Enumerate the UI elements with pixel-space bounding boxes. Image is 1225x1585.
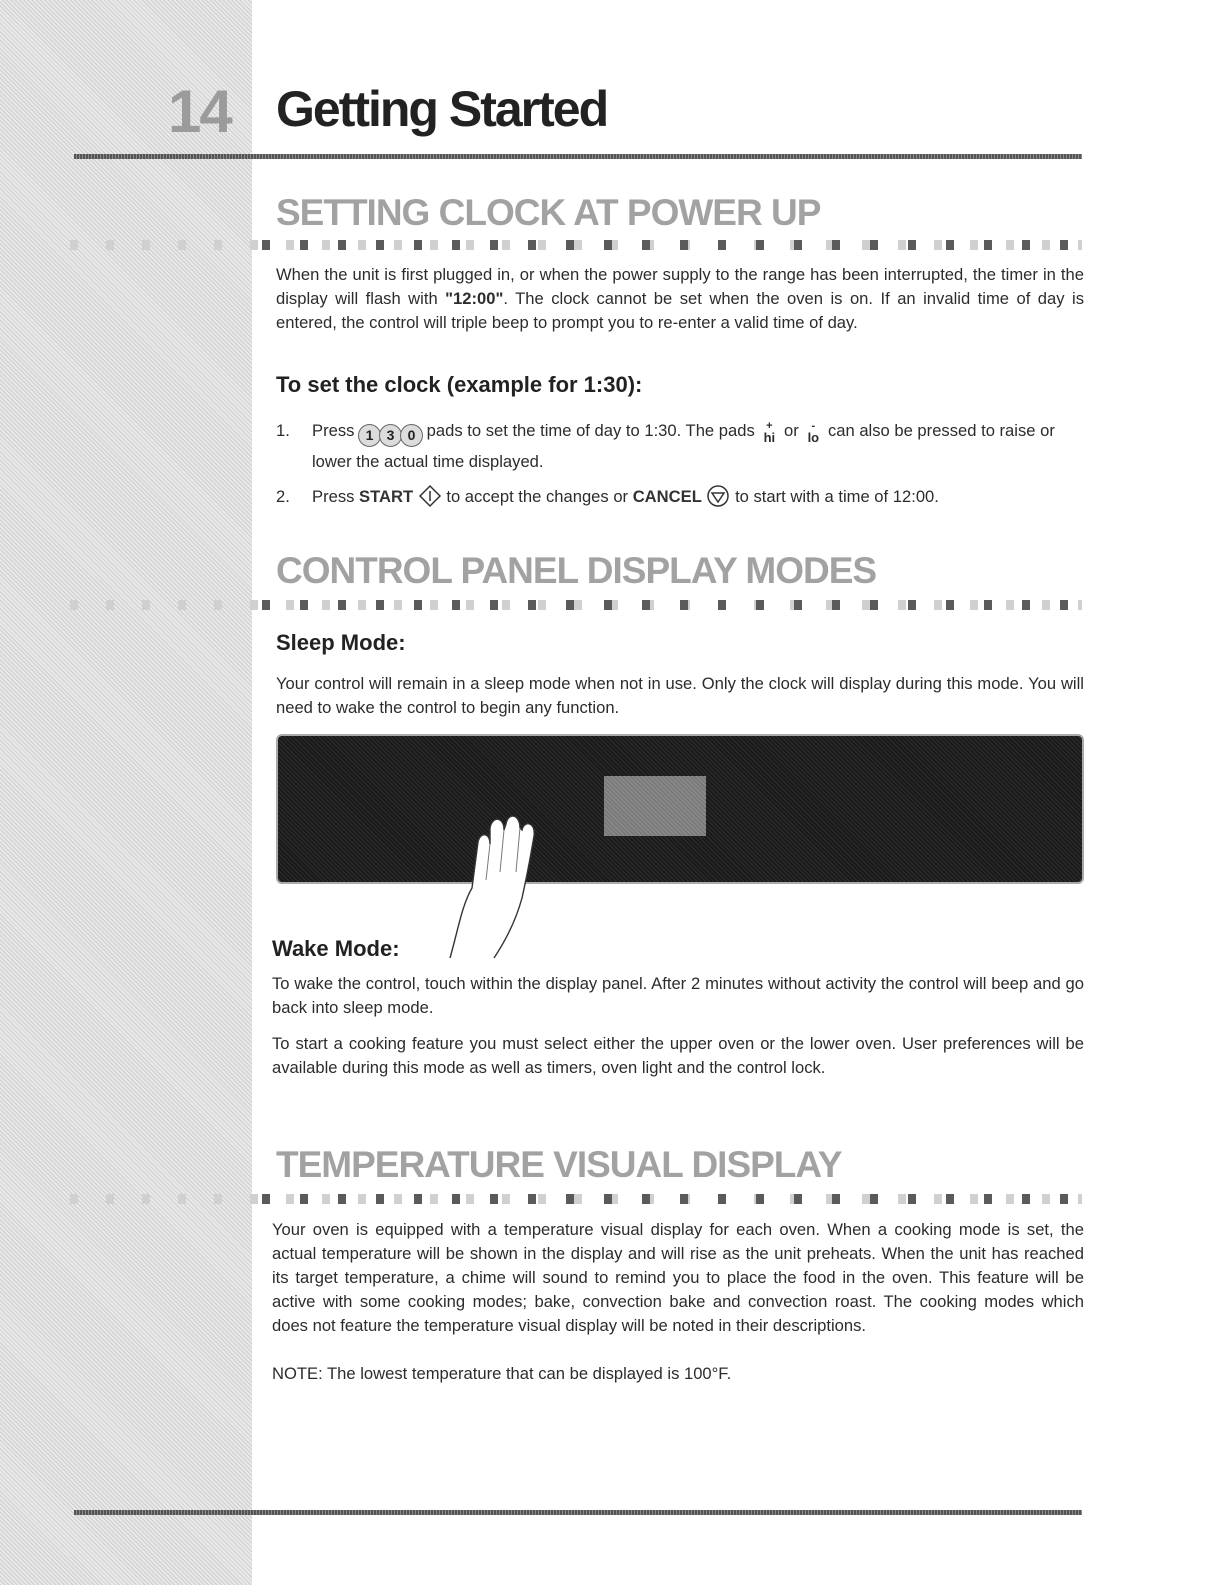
- footer-rule: [74, 1510, 1082, 1515]
- cancel-key-label: CANCEL: [632, 487, 702, 506]
- lo-label: lo: [807, 430, 820, 445]
- step-text: pads to set the time of day to 1:30. The pads: [422, 421, 760, 440]
- section-heading-clock: SETTING CLOCK AT POWER UP: [276, 192, 821, 233]
- hi-label: hi: [763, 430, 776, 445]
- wake-mode-text-2: To start a cooking feature you must select either the upper oven or the lower oven. User preferences will be available during this mode as well as timers, oven light and the control lock.: [272, 1034, 1084, 1077]
- cancel-icon: [706, 484, 730, 508]
- section-divider-modes: [70, 600, 1082, 610]
- section-divider-temperature: [70, 1194, 1082, 1204]
- clock-step-2: [276, 482, 1084, 514]
- flash-time-value: "12:00": [445, 289, 504, 308]
- pad-3-icon: 3: [379, 424, 402, 447]
- step-number: 1.: [276, 421, 290, 440]
- step-body: [312, 416, 1084, 477]
- sidebar-band: [0, 0, 252, 1585]
- temperature-note: NOTE: The lowest temperature that can be displayed is 100°F.: [272, 1364, 732, 1383]
- step-text: Press: [312, 421, 355, 440]
- hi-pad-icon: [759, 421, 779, 443]
- temperature-display-text: Your oven is equipped with a temperature visual display for each oven. When a cooking mode is set, the actual temperature will be shown in the display and will rise as the unit preheats. When the unit has reached its target temperature, a chime will sound to remind you to place the food in the oven. This feature will be active with some cooking modes; bake, convection bake and convection roast. The cooking modes which does not feature the temperature visual display will be noted in their descriptions.: [272, 1220, 1084, 1335]
- page-number: 14: [168, 78, 231, 145]
- pad-0-icon: 0: [400, 424, 423, 447]
- start-icon: [418, 484, 442, 508]
- clock-step-1: [276, 416, 1084, 480]
- panel-display-window: [604, 776, 706, 836]
- section-heading-temperature: TEMPERATURE VISUAL DISPLAY: [276, 1144, 842, 1185]
- clock-example-heading: To set the clock (example for 1:30):: [276, 372, 643, 397]
- page-title: Getting Started: [276, 81, 608, 137]
- clock-intro-text: When the unit is first plugged in, or when the power supply to the range has been interrupted, the timer in the display will flash with: [276, 265, 1084, 308]
- lo-pad-icon: [803, 421, 823, 443]
- step-text: or: [779, 421, 804, 440]
- clock-intro-paragraph: [276, 263, 1084, 335]
- sleep-mode-heading: Sleep Mode:: [276, 630, 406, 655]
- step-number: 2.: [276, 487, 290, 506]
- wake-mode-text-1: To wake the control, touch within the display panel. After 2 minutes without activity the control will beep and go back into sleep mode.: [272, 974, 1084, 1017]
- section-divider-clock: [70, 240, 1082, 250]
- step-text: to start with a time of 12:00.: [730, 487, 939, 506]
- pad-1-icon: 1: [358, 424, 381, 447]
- sleep-mode-text: Your control will remain in a sleep mode when not in use. Only the clock will display during this mode. You will need to wake the control to begin any function.: [276, 674, 1084, 717]
- hand-touch-icon: [430, 780, 550, 960]
- step-text: Press: [312, 487, 360, 506]
- lo-sign: -: [811, 420, 816, 432]
- start-key-label: START: [359, 487, 414, 506]
- clock-intro-text-cont: . The clock cannot be set when the oven is on. If an invalid time of day is entered, the control will triple beep to prompt you to re-enter a valid time of day.: [276, 289, 1084, 332]
- step-text: to accept the changes or: [441, 487, 633, 506]
- header-rule: [74, 154, 1082, 159]
- step-body: [312, 482, 1084, 512]
- step-text: can also be pressed to raise or lower the actual time displayed.: [312, 421, 1055, 471]
- hi-sign: +: [766, 420, 773, 432]
- wake-mode-heading: Wake Mode:: [272, 936, 400, 961]
- section-heading-modes: CONTROL PANEL DISPLAY MODES: [276, 550, 877, 591]
